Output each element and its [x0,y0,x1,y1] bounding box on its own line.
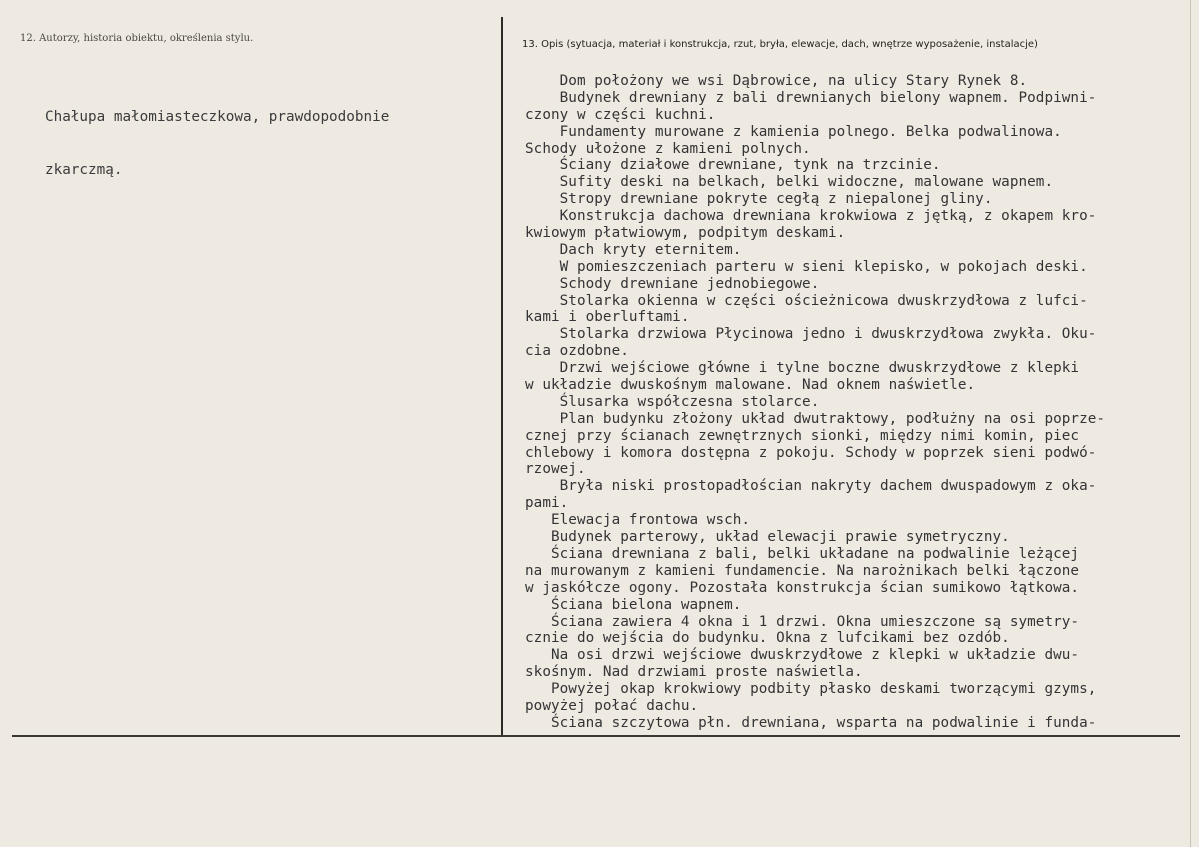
text-line: Ślusarka współczesna stolarce. [525,393,820,410]
text-line: Budynek drewniany z bali drewnianych bielony wapnem. Podpiwni- [525,89,1097,106]
text-line: Elewacja frontowa wsch. [525,512,751,529]
text-line: Ściana zawiera 4 okna i 1 drzwi. Okna umieszczone są symetry- [525,613,1080,630]
text-line: Schody ułożone z kamieni polnych. [525,140,811,157]
text-line: Na osi drzwi wejściowe dwuskrzydłowe z klepki w układzie dwu- [525,647,1080,664]
text-line: Drzwi wejściowe główne i tylne boczne dwuskrzydłowe z klepki [525,360,1080,377]
text-line: cia ozdobne. [525,343,629,360]
text-line: skośnym. Nad drzwiami proste naświetla. [525,664,863,681]
text-line: cznej przy ścianach zewnętrznych sionki, między nimi komin, piec [525,427,1080,444]
text-line: Dom położony we wsi Dąbrowice, na ulicy Stary Rynek 8. [525,73,1028,89]
text-line: rzowej. [525,461,586,478]
text-line: pami. [525,495,569,512]
text-line: zkarczmą. [45,161,123,178]
text-line: w układzie dwuskośnym malowane. Nad oknem naświetle. [525,377,976,394]
text-line: powyżej połać dachu. [525,697,699,714]
text-line: Ściana bielona wapnem. [525,596,742,613]
text-line: chlebowy i komora dostępna z pokoju. Schody w poprzek sieni podwó- [525,444,1097,461]
text-line: Ściany działowe drewniane, tynk na trzcinie. [525,157,941,174]
text-line: w jaskółcze ogony. Pozostała konstrukcja ścian sumikowo łątkowa. [525,579,1080,596]
section-13-text [525,73,1105,732]
text-line: Ściana drewniana z bali, belki układane na podwalinie leżącej [525,545,1080,562]
section-12-text [45,74,389,214]
text-line: Sufity deski na belkach, belki widoczne, malowane wapnem. [525,174,1054,191]
text-line: Fundamenty murowane z kamienia polnego. Belka podwalinowa. [525,123,1062,140]
text-line: cznie do wejścia do budynku. Okna z lufcikami bez ozdób. [525,630,1010,647]
text-line: Stolarka okienna w części ościeżnicowa dwuskrzydłowa z lufci- [525,292,1088,309]
text-line: Stolarka drzwiowa Płycinowa jedno i dwuskrzydłowa zwykła. Oku- [525,326,1097,343]
text-line: Bryła niski prostopadłościan nakryty dachem dwuspadowym z oka- [525,478,1097,495]
section-13-header: 13. Opis (sytuacja, materiał i konstrukcja, rzut, bryła, elewacje, dach, wnętrze wyposażenie, instalacje) [522,39,1038,50]
bottom-rule [12,735,1180,737]
text-line: Budynek parterowy, układ elewacji prawie symetryczny. [525,529,1010,546]
text-line: Plan budynku złożony układ dwutraktowy, podłużny na osi poprze- [525,410,1106,427]
text-line: W pomieszczeniach parteru w sieni klepisko, w pokojach deski. [525,258,1088,275]
text-line: Powyżej okap krokwiowy podbity płasko deskami tworzącymi gzyms, [525,681,1097,698]
text-line: kwiowym płatwiowym, podpitym deskami. [525,225,846,242]
text-line: czony w części kuchni. [525,106,716,123]
text-line: Schody drewniane jednobiegowe. [525,275,820,292]
text-line: Chałupa małomiasteczkowa, prawdopodobnie [45,109,390,125]
text-line: kami i oberluftami. [525,309,690,326]
text-line: Stropy drewniane pokryte cegłą z niepalonej gliny. [525,191,993,208]
column-divider [501,17,503,737]
text-line: Dach kryty eternitem. [525,241,742,258]
text-line: Ściana szczytowa płn. drewniana, wsparta na podwalinie i funda- [525,714,1097,731]
section-12-header: 12. Autorzy, historia obiektu, określenia stylu. [20,33,254,44]
text-line: Konstrukcja dachowa drewniana krokwiowa z jętką, z okapem kro- [525,208,1097,225]
page-edge [1190,0,1191,847]
text-line: na murowanym z kamieni fundamencie. Na narożnikach belki łączone [525,562,1080,579]
